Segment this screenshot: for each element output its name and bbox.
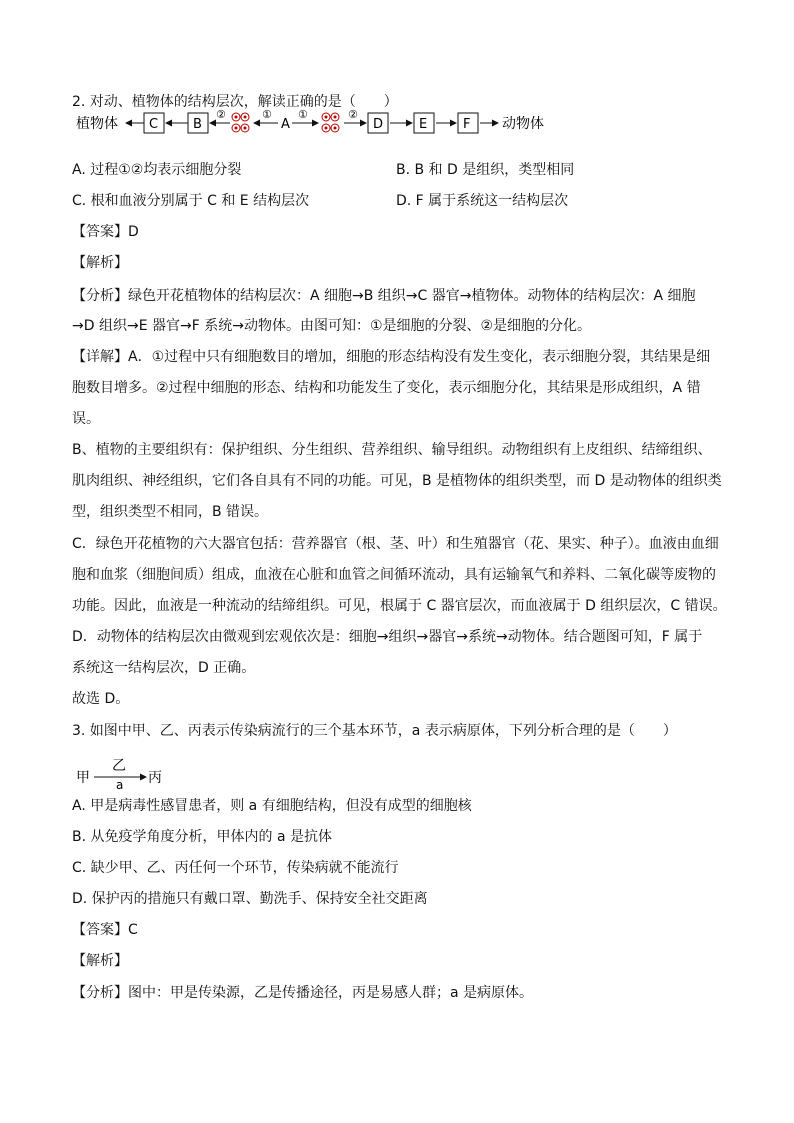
q2-analysis-line: 胞和血浆（细胞间质）组成，血液在心脏和血管之间循环流动，具有运输氧气和养料、二氧化碳等废物的 [72, 567, 716, 583]
q3-option-b: B. 从免疫学角度分析，甲体内的 a 是抗体 [72, 829, 332, 845]
susceptible-label: 丙 [148, 770, 162, 786]
q2-analysis-line: 肌肉组织、神经组织，它们各自具有不同的功能。可见，B 是植物体的组织类型，而 D 是动物体的组织类 [72, 473, 722, 489]
q2-analysis-line: →D 组织→E 器官→F 系统→动物体。由图可知：①是细胞的分裂、②是细胞的分化。 [72, 318, 592, 334]
q2-option-a: A. 过程①②均表示细胞分裂 [72, 162, 242, 178]
q2-analysis-line: 胞数目增多。②过程中细胞的形态、结构和功能发生了变化，表示细胞分化，其结果是形成组织，A 错 [72, 380, 701, 396]
center-a: A [281, 117, 290, 132]
q3-option-c: C. 缺少甲、乙、丙任何一个环节，传染病就不能流行 [72, 860, 399, 876]
q2-analysis-line: 误。 [72, 411, 100, 427]
q2-answer: 【答案】D [72, 224, 139, 240]
animal-label: 动物体 [502, 116, 544, 132]
route-label: 乙 [112, 758, 126, 774]
q2-analysis-line: 【分析】绿色开花植物体的结构层次：A 细胞→B 组织→C 器官→植物体。动物体的结构层次：A 细胞 [72, 288, 696, 304]
pathogen-label: a [116, 778, 124, 792]
left-mark-1: ① [262, 108, 272, 121]
left-mark-2: ② [216, 108, 226, 121]
box-c-label: C [149, 117, 159, 132]
q2-structure-diagram [76, 106, 576, 142]
q2-analysis-line: 型，组织类型不相同，B 错误。 [72, 504, 269, 520]
q2-analysis-line: 故选 D。 [72, 691, 130, 707]
q2-analysis-line: D．动物体的结构层次由微观到宏观依次是：细胞→组织→器官→系统→动物体。结合题图可知，F 属于 [72, 629, 703, 645]
right-cell-cluster [322, 113, 339, 132]
q3-stem: 3. 如图中甲、乙、丙表示传染病流行的三个基本环节，a 表示病原体，下列分析合理的是（ ） [72, 723, 677, 739]
right-mark-2: ② [348, 108, 358, 121]
q3-option-a: A. 甲是病毒性感冒患者，则 a 有细胞结构，但没有成型的细胞核 [72, 798, 472, 814]
source-label: 甲 [76, 770, 90, 786]
box-b-label: B [193, 117, 202, 132]
q3-transmission-diagram [76, 758, 196, 792]
q2-option-d: D. F 属于系统这一结构层次 [396, 193, 569, 209]
q2-analysis-line: 系统这一结构层次，D 正确。 [72, 660, 256, 676]
box-f-label: F [463, 117, 471, 132]
q3-answer: 【答案】C [72, 922, 138, 938]
box-d-label: D [373, 117, 384, 132]
q2-analysis-title: 【解析】 [72, 255, 128, 271]
q2-option-b: B. B 和 D 是组织，类型相同 [396, 162, 575, 178]
q2-stem: 2. 对动、植物体的结构层次，解读正确的是（ ） [72, 94, 398, 110]
q3-analysis-title: 【解析】 [72, 953, 128, 969]
right-mark-1: ① [298, 108, 308, 121]
q2-option-c: C. 根和血液分别属于 C 和 E 结构层次 [72, 193, 310, 209]
q2-analysis-line: B、植物的主要组织有：保护组织、分生组织、营养组织、输导组织。动物组织有上皮组织、结缔组织、 [72, 442, 712, 458]
plant-label: 植物体 [76, 116, 118, 132]
q2-analysis-line: 【详解】A．①过程中只有细胞数目的增加，细胞的形态结构没有发生变化，表示细胞分裂，其结果是细 [72, 349, 711, 365]
left-cell-cluster [232, 113, 249, 132]
q3-analysis-line: 【分析】图中：甲是传染源，乙是传播途径，丙是易感人群；a 是病原体。 [72, 985, 534, 1001]
q3-option-d: D. 保护丙的措施只有戴口罩、勤洗手、保持安全社交距离 [72, 891, 428, 907]
q2-analysis-line: 功能。因此，血液是一种流动的结缔组织。可见，根属于 C 器官层次，而血液属于 D 组织层次，C 错误。 [72, 598, 727, 614]
box-e-label: E [419, 117, 428, 132]
q2-analysis-line: C．绿色开花植物的六大器官包括：营养器官（根、茎、叶）和生殖器官（花、果实、种子）。血液由血细 [72, 536, 719, 552]
